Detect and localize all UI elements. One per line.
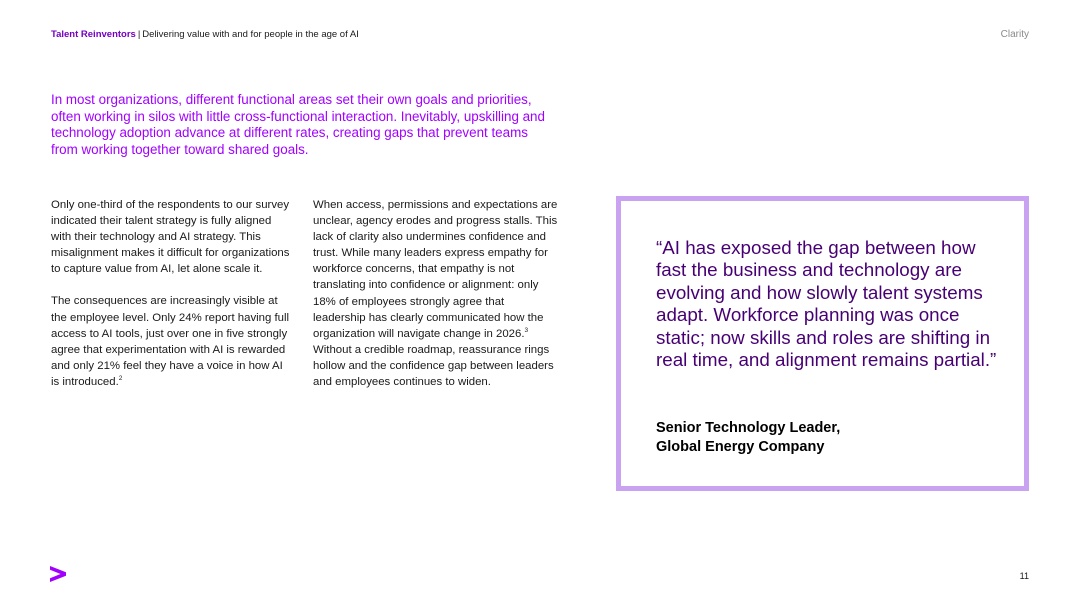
footnote-ref-3[interactable]: 3 bbox=[524, 326, 529, 334]
page-number: 11 bbox=[1019, 571, 1029, 581]
section-label: Clarity bbox=[1000, 29, 1029, 40]
quote-attribution bbox=[656, 419, 986, 457]
right-paragraph-1-start: When access, permissions and expectations are unclear, agency erodes and progress stalls. This lack of clarity also undermines confidence and trust. While many leaders express empathy for workforce concerns, that empathy is not translating into confidence or alignment: only 18% of employees strongly agree that leadership has clearly communicated how the organization will navigate change in 2026. bbox=[313, 199, 558, 340]
running-header bbox=[51, 29, 359, 41]
right-paragraph-1-end: Without a credible roadmap, reassurance rings hollow and the confidence gap between leaders and employees continues to widen. bbox=[313, 343, 554, 389]
accenture-logo-icon bbox=[49, 566, 67, 582]
body-column-right bbox=[313, 197, 558, 406]
pull-quote-text: “AI has exposed the gap between how fast the business and technology are evolving and how slowly talent systems adapt. Workforce planning was once static; now skills and roles are shifting in real time, and alignment remains partial.” bbox=[656, 237, 997, 371]
left-paragraph-2-text: The consequences are increasingly visible at the employee level. Only 24% report having full access to AI tools, just over one in five strongly agree that experimentation with AI is rewarded and only 21% feel they have a voice in how AI is introduced. bbox=[51, 295, 290, 388]
body-column-left bbox=[51, 197, 291, 406]
left-paragraph-1: Only one-third of the respondents to our survey indicated their talent strategy is fully aligned with their technology and AI strategy. This misalignment makes it difficult for organizations to capture value from AI, let alone scale it. bbox=[51, 199, 290, 276]
lede-text: In most organizations, different functional areas set their own goals and priorities, often working in silos with little cross-functional interaction. Inevitably, upskilling and technology adoption advance at different rates, creating gaps that prevent teams from working together toward shared goals. bbox=[51, 92, 545, 157]
report-subtitle: Delivering value with and for people in the age of AI bbox=[142, 29, 359, 40]
right-paragraph-1 bbox=[313, 197, 558, 390]
footnote-ref-2[interactable]: 2 bbox=[118, 374, 123, 382]
pull-quote-box bbox=[616, 196, 1029, 491]
header-separator: | bbox=[137, 29, 141, 40]
attribution-company: Global Energy Company bbox=[656, 439, 825, 455]
left-paragraph-2 bbox=[51, 293, 291, 390]
lede-paragraph bbox=[51, 92, 551, 158]
report-brand-title: Talent Reinventors bbox=[51, 29, 136, 40]
attribution-role: Senior Technology Leader, bbox=[656, 420, 841, 436]
